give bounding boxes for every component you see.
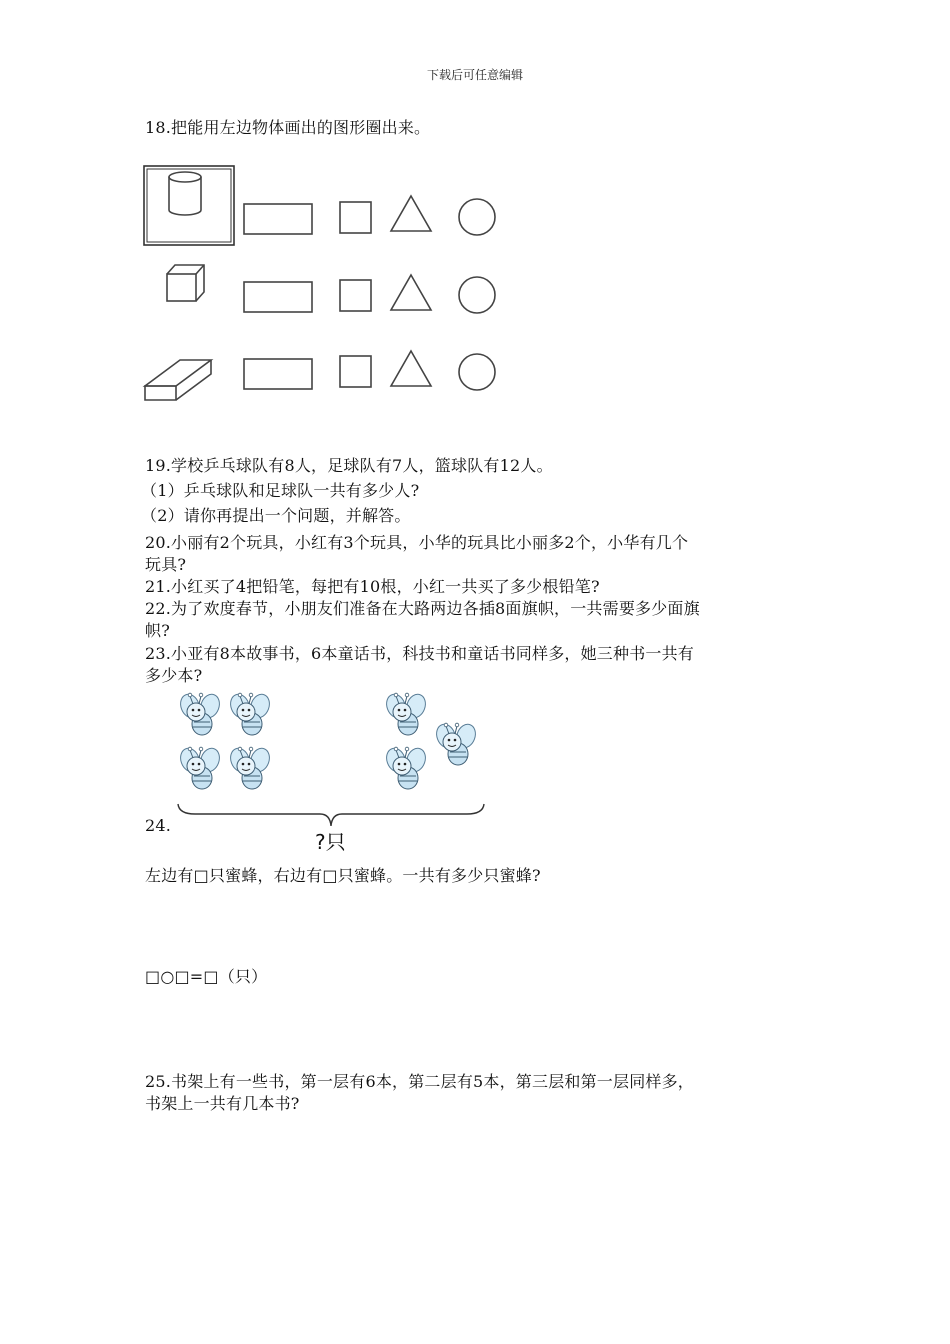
- rectangle-shape-row2: [244, 282, 312, 312]
- q20-line2: 玩具?: [145, 555, 187, 574]
- circle-shape-row1: [459, 199, 495, 235]
- q24-equation: □○□=□（只）: [145, 967, 268, 986]
- cylinder-object-icon: [144, 166, 234, 245]
- q23-line2: 多少本?: [145, 666, 203, 685]
- q18-text: 18.把能用左边物体画出的图形圈出来。: [145, 118, 431, 137]
- rectangle-shape-row3: [244, 359, 312, 389]
- bee-icon: [383, 746, 428, 789]
- square-shape-row1: [340, 202, 371, 233]
- rectangle-shape-row1: [244, 204, 312, 234]
- square-shape-row3: [340, 356, 371, 387]
- q24-question: 左边有□只蜜蜂，右边有□只蜜蜂。一共有多少只蜜蜂?: [145, 866, 541, 885]
- triangle-shape-row2: [391, 275, 431, 310]
- triangle-shape-row3: [391, 351, 431, 386]
- bees-figure: [170, 686, 490, 806]
- bee-icon: [433, 722, 478, 765]
- q23-line1: 23.小亚有8本故事书，6本童话书，科技书和童话书同样多，她三种书一共有: [145, 644, 695, 663]
- q24-number: 24.: [145, 816, 172, 835]
- q19-text: 19.学校乒乓球队有8人，足球队有7人，篮球队有12人。: [145, 456, 553, 475]
- bee-icon: [383, 692, 428, 735]
- q20-line1: 20.小丽有2个玩具，小红有3个玩具，小华的玩具比小丽多2个，小华有几个: [145, 533, 689, 552]
- bee-icon: [227, 746, 272, 789]
- circle-shape-row2: [459, 277, 495, 313]
- square-shape-row2: [340, 280, 371, 311]
- bee-icon: [177, 746, 222, 789]
- q19-sub1: （1）乒乓球队和足球队一共有多少人?: [141, 481, 420, 500]
- q18-shapes-figure: [138, 160, 508, 410]
- cube-object-icon: [167, 265, 204, 301]
- q21-text: 21.小红买了4把铅笔，每把有10根，小红一共买了多少根铅笔?: [145, 577, 600, 596]
- brace-label: ?只: [315, 830, 346, 854]
- bee-icon: [227, 692, 272, 735]
- triangle-shape-row1: [391, 196, 431, 231]
- cuboid-object-icon: [145, 360, 211, 400]
- q22-line1: 22.为了欢度春节，小朋友们准备在大路两边各插8面旗帜，一共需要多少面旗: [145, 599, 700, 618]
- page-header: 下载后可任意编辑: [426, 68, 523, 82]
- q19-sub2: （2）请你再提出一个问题，并解答。: [141, 506, 411, 525]
- q25-line2: 书架上一共有几本书?: [145, 1094, 300, 1113]
- q22-line2: 帜?: [145, 621, 170, 640]
- circle-shape-row3: [459, 354, 495, 390]
- q25-line1: 25.书架上有一些书，第一层有6本，第二层有5本，第三层和第一层同样多，: [145, 1072, 695, 1091]
- bee-icon: [177, 692, 222, 735]
